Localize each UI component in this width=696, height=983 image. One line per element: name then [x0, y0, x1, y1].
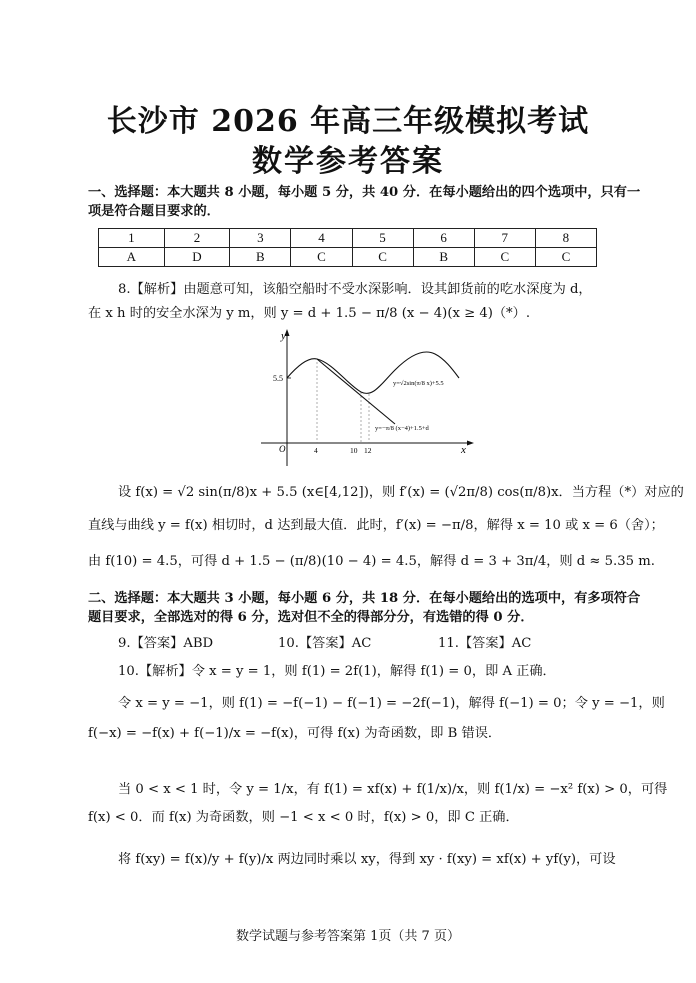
table-cell: C — [291, 248, 352, 267]
table-cell: C — [474, 248, 535, 267]
answer-11: 11.【答案】AC — [438, 636, 532, 651]
q10-line-4: 当 0 < x < 1 时，令 y = 1/x，有 f(1) = xf(x) + f(1/x)/x，则 f(1/x) = −x² f(x) > 0，可得 — [118, 782, 668, 797]
page-subtitle: 数学参考答案 — [252, 144, 444, 179]
answer-table-numbers-row — [99, 229, 597, 248]
q10-line-6: 将 f(xy) = f(x)/y + f(y)/x 两边同时乘以 xy，得到 xy · f(xy) = xf(x) + yf(y)，可设 — [118, 852, 616, 867]
q8-line-1: 8.【解析】由题意可知，该船空船时不受水深影响．设其卸货前的吃水深度为 d， — [118, 282, 592, 297]
y-tick-label: 5.5 — [273, 374, 283, 383]
curve-label: y=√2sin(π/8 x)+5.5 — [393, 380, 444, 387]
table-cell: A — [99, 248, 165, 267]
table-cell: C — [535, 248, 596, 267]
q8-line-3: 设 f(x) = √2 sin(π/8)x + 5.5 (x∈[4,12])，则 f′(x) = (√2π/8) cos(π/8)x．当方程（*）对应的 — [118, 485, 684, 500]
table-cell: 5 — [352, 229, 413, 248]
answer-10: 10.【答案】AC — [278, 636, 372, 651]
table-cell: C — [352, 248, 413, 267]
q8-graph — [255, 326, 480, 471]
page-footer: 数学试题与参考答案第 1页（共 7 页） — [236, 929, 460, 944]
q8-line-4: 直线与曲线 y = f(x) 相切时，d 达到最大值．此时，f′(x) = −π/8，解得 x = 10 或 x = 6（舍）； — [88, 518, 664, 533]
q10-line-1: 10.【解析】令 x = y = 1，则 f(1) = 2f(1)，解得 f(1) = 0，即 A 正确． — [118, 664, 556, 679]
answer-9: 9.【答案】ABD — [118, 636, 214, 651]
line-label: y=−π/8 (x−4)+1.5+d — [375, 425, 429, 432]
q8-line-2: 在 x h 时的安全水深为 y m，则 y = d + 1.5 − π/8 (x − 4)(x ≥ 4)（*）. — [88, 306, 531, 321]
x-tick-label: 4 — [314, 446, 318, 455]
answer-table — [98, 228, 597, 267]
table-cell: 4 — [291, 229, 352, 248]
table-cell: 2 — [164, 229, 230, 248]
section-1-heading: 一、选择题：本大题共 8 小题，每小题 5 分，共 40 分．在每小题给出的四个选项中，只有一项是符合题目要求的． — [88, 185, 641, 219]
origin-label: O — [279, 444, 286, 454]
page-title: 长沙市 2026 年高三年级模拟考试 — [106, 104, 590, 139]
table-cell: 3 — [230, 229, 291, 248]
table-cell: 6 — [413, 229, 474, 248]
table-cell: B — [230, 248, 291, 267]
table-cell: B — [413, 248, 474, 267]
answer-table-answers-row — [99, 248, 597, 267]
table-cell: D — [164, 248, 230, 267]
x-tick-label: 12 — [364, 446, 372, 455]
x-tick-label: 10 — [350, 446, 358, 455]
table-cell: 1 — [99, 229, 165, 248]
section-2-heading: 二、选择题：本大题共 3 小题，每小题 6 分，共 18 分．在每小题给出的选项中，有多项符合题目要求，全部选对的得 6 分，选对但不全的得部分分，有选错的得 0 分． — [88, 591, 641, 625]
q10-line-2: 令 x = y = −1，则 f(1) = −f(−1) − f(−1) = −2f(−1)，解得 f(−1) = 0；令 y = −1，则 — [118, 696, 665, 711]
q10-line-5: f(x) < 0．而 f(x) 为奇函数，则 −1 < x < 0 时，f(x) > 0，即 C 正确． — [88, 810, 519, 825]
y-axis-label: y — [281, 330, 286, 342]
q8-line-5: 由 f(10) = 4.5，可得 d + 1.5 − (π/8)(10 − 4) = 4.5，解得 d = 3 + 3π/4，则 d ≈ 5.35 m. — [88, 554, 655, 569]
table-cell: 8 — [535, 229, 596, 248]
table-cell: 7 — [474, 229, 535, 248]
q10-line-3: f(−x) = −f(x) + f(−1)/x = −f(x)，可得 f(x) 为奇函数，即 B 错误． — [88, 726, 502, 741]
x-axis-label: x — [461, 444, 466, 456]
